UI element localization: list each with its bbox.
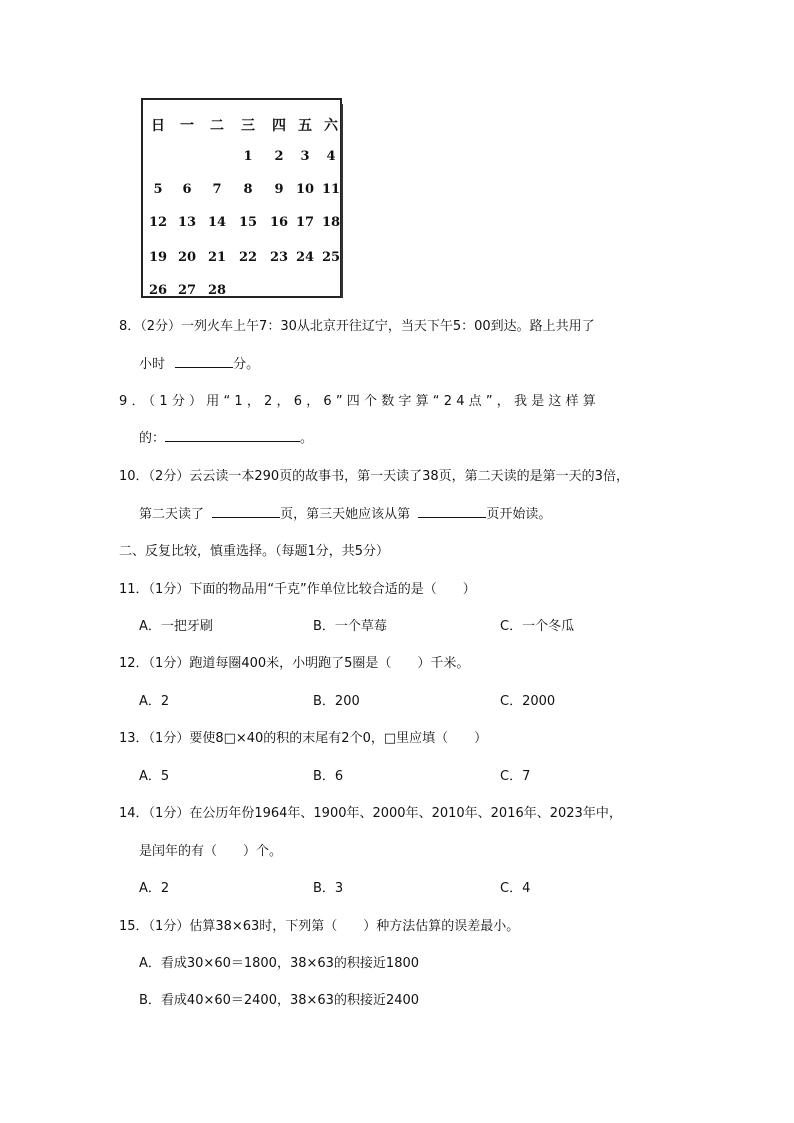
q11-option-c[interactable]: C．一个冬瓜 bbox=[500, 619, 575, 634]
weekday-mon: 一 bbox=[180, 118, 194, 134]
weekday-wed: 三 bbox=[241, 118, 255, 134]
calendar-day: 10 bbox=[295, 182, 315, 197]
weekday-sun: 日 bbox=[151, 118, 165, 134]
q9-suffix: 。 bbox=[300, 431, 314, 446]
q10-day3-label: 页，第三天她应该从第 bbox=[280, 507, 411, 522]
weekday-tue: 二 bbox=[210, 118, 224, 134]
calendar-day: 9 bbox=[274, 182, 284, 197]
calendar-day: 23 bbox=[269, 250, 289, 265]
calendar-day: 17 bbox=[295, 215, 315, 230]
calendar-day: 4 bbox=[326, 149, 336, 164]
q15-option-a[interactable]: A．看成30×60＝1800，38×63的积接近1800 bbox=[139, 956, 420, 971]
q14-line1: 14．（1分）在公历年份1964年、1900年、2000年、2010年、2016年、2023年中， bbox=[119, 806, 622, 821]
calendar-day: 2 bbox=[274, 149, 284, 164]
weekday-fri: 五 bbox=[298, 118, 312, 134]
weekday-thu: 四 bbox=[272, 118, 286, 134]
q8-minute-label: 分。 bbox=[233, 357, 260, 372]
calendar-day: 19 bbox=[148, 250, 168, 265]
q14-option-a[interactable]: A．2 bbox=[139, 881, 170, 896]
calendar-day: 1 bbox=[243, 149, 253, 164]
q13-option-a[interactable]: A．5 bbox=[139, 769, 170, 784]
section2-title: 二、反复比较，慎重选择。（每题1分，共5分） bbox=[119, 544, 390, 559]
calendar-day: 7 bbox=[212, 182, 222, 197]
q14-line2: 是闰年的有（ ）个。 bbox=[139, 844, 283, 859]
calendar-day: 5 bbox=[153, 182, 163, 197]
q10-line2 bbox=[139, 503, 551, 522]
calendar-day: 3 bbox=[300, 149, 310, 164]
calendar-day: 14 bbox=[207, 215, 227, 230]
calendar-day: 22 bbox=[238, 250, 258, 265]
calendar-day: 24 bbox=[295, 250, 315, 265]
calendar-day: 13 bbox=[177, 215, 197, 230]
q13-option-c[interactable]: C．7 bbox=[500, 769, 531, 784]
calendar-day: 28 bbox=[207, 283, 227, 298]
q13-stem: 13．（1分）要使8□×40的积的末尾有2个0，□里应填（ ） bbox=[119, 731, 488, 746]
q10-day3-blank[interactable] bbox=[418, 505, 486, 518]
q10-day2-label: 第二天读了 bbox=[139, 507, 205, 522]
calendar-day: 11 bbox=[321, 182, 341, 197]
q9-line2 bbox=[139, 427, 313, 446]
q8-line2 bbox=[139, 353, 259, 372]
q9-prefix: 的： bbox=[139, 431, 166, 446]
q13-option-b[interactable]: B．6 bbox=[313, 769, 344, 784]
calendar-day: 20 bbox=[177, 250, 197, 265]
calendar-day: 15 bbox=[238, 215, 258, 230]
q12-option-c[interactable]: C．2000 bbox=[500, 694, 556, 709]
q14-option-b[interactable]: B．3 bbox=[313, 881, 344, 896]
q14-option-c[interactable]: C．4 bbox=[500, 881, 531, 896]
calendar-day: 26 bbox=[148, 283, 168, 298]
calendar-day: 27 bbox=[177, 283, 197, 298]
calendar bbox=[141, 98, 342, 298]
q10-line1: 10．（2分）云云读一本290页的故事书，第一天读了38页，第二天读的是第一天的3倍， bbox=[119, 469, 629, 484]
q10-day2-blank[interactable] bbox=[212, 505, 280, 518]
weekday-sat: 六 bbox=[324, 118, 338, 134]
calendar-day: 6 bbox=[182, 182, 192, 197]
calendar-day: 16 bbox=[269, 215, 289, 230]
q9-answer-blank[interactable] bbox=[165, 429, 300, 442]
q15-option-b[interactable]: B．看成40×60＝2400，38×63的积接近2400 bbox=[139, 993, 420, 1008]
q10-end-label: 页开始读。 bbox=[486, 507, 552, 522]
q8-hour-label: 小时 bbox=[139, 357, 166, 372]
q9-line1: 9．（1分）用“1，2，6，6”四个数字算“24点”，我是这样算 bbox=[119, 394, 601, 409]
q11-option-b[interactable]: B．一个草莓 bbox=[313, 619, 387, 634]
q15-stem: 15．（1分）估算38×63时，下列第（ ）种方法估算的误差最小。 bbox=[119, 919, 520, 934]
calendar-day: 25 bbox=[321, 250, 341, 265]
q11-option-a[interactable]: A．一把牙刷 bbox=[139, 619, 213, 634]
q12-stem: 12．（1分）跑道每圈400米，小明跑了5圈是（ ）千米。 bbox=[119, 656, 470, 671]
calendar-day: 18 bbox=[321, 215, 341, 230]
calendar-day: 21 bbox=[207, 250, 227, 265]
q11-stem: 11．（1分）下面的物品用“千克”作单位比较合适的是（ ） bbox=[119, 582, 476, 597]
calendar-day: 12 bbox=[148, 215, 168, 230]
calendar-day: 8 bbox=[243, 182, 253, 197]
q8-minute-blank[interactable] bbox=[175, 355, 233, 368]
q12-option-b[interactable]: B．200 bbox=[313, 694, 360, 709]
q8-line1: 8．（2分）一列火车上午7：30从北京开往辽宁，当天下午5：00到达。路上共用了 bbox=[119, 319, 595, 334]
q12-option-a[interactable]: A．2 bbox=[139, 694, 170, 709]
